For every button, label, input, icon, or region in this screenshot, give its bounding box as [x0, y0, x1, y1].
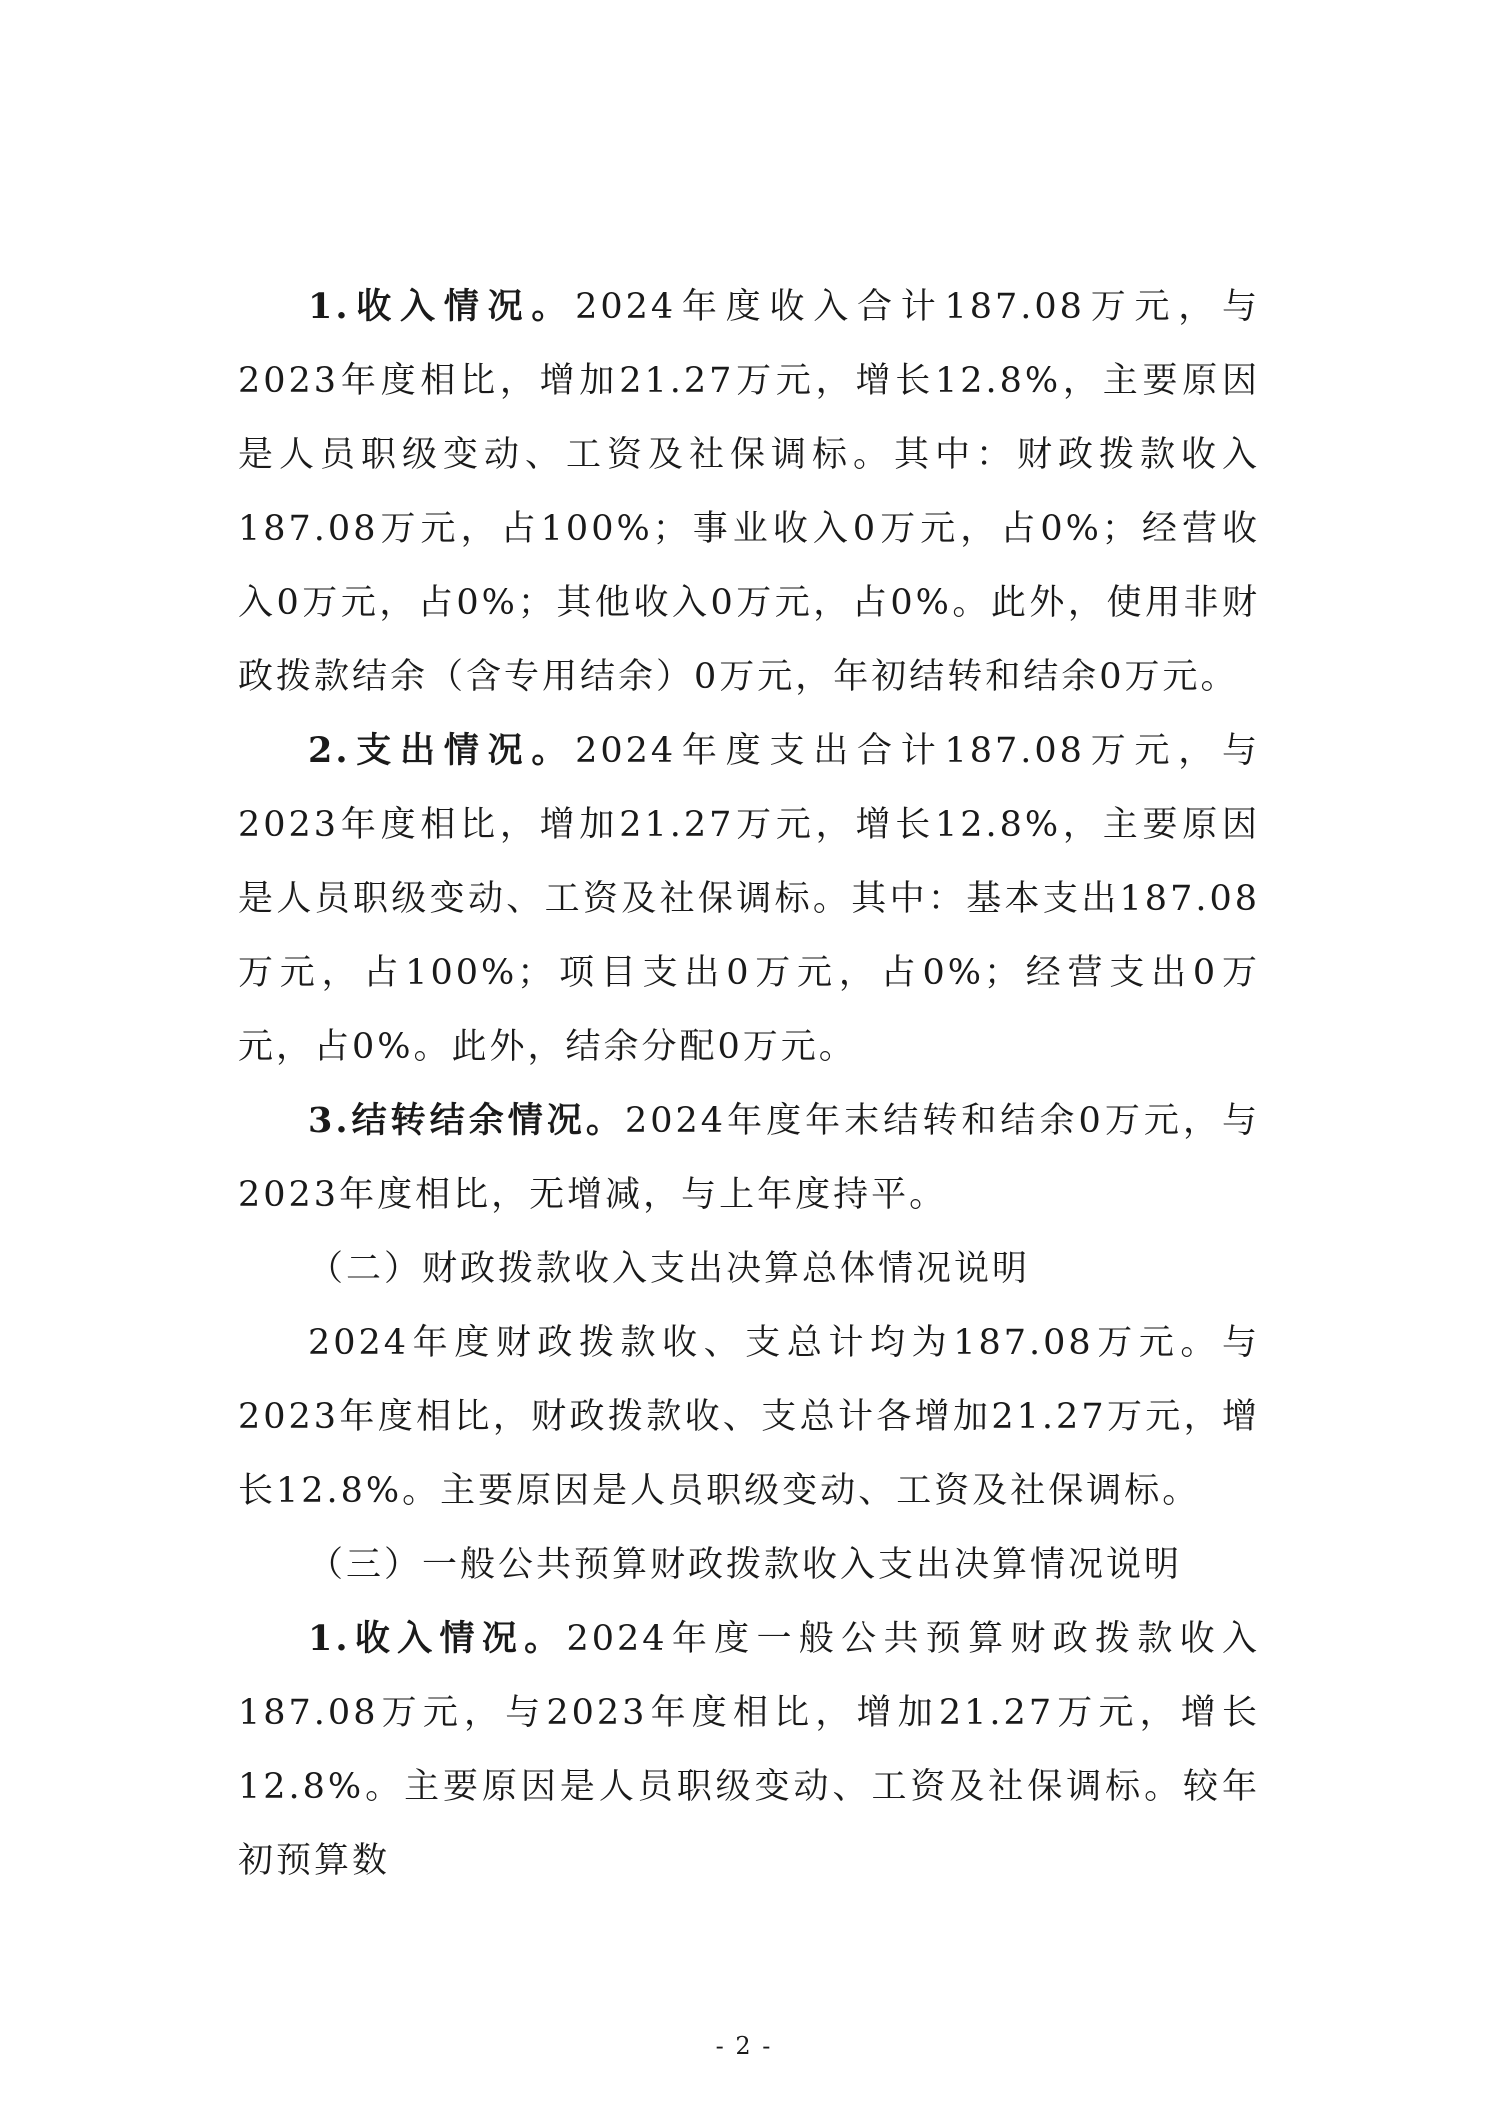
paragraph-text: 2024年度支出合计187.08万元，与2023年度相比，增加21.27万元，增长12.8%，主要原因是人员职级变动、工资及社保调标。其中：基本支出187.08万元，占100%；项目支出0万元，占0%；经营支出0万元，占0%。此外，结余分配0万元。 [238, 731, 1260, 1067]
paragraph-text: 2024年度收入合计187.08万元，与2023年度相比，增加21.27万元，增长12.8%，主要原因是人员职级变动、工资及社保调标。其中：财政拨款收入187.08万元，占100%；事业收入0万元，占0%；经营收入0万元，占0%；其他收入0万元，占0%。此外，使用非财政拨款结余（含专用结余）0万元，年初结转和结余0万元。 [238, 287, 1260, 697]
paragraph-general-budget-income [238, 1602, 1260, 1898]
paragraph-lead: 2.支出情况。 [308, 730, 576, 771]
paragraph-lead: 1.收入情况。 [308, 286, 576, 327]
paragraph-income [238, 270, 1260, 714]
paragraph-expenditure [238, 714, 1260, 1084]
section-heading-3: （三）一般公共预算财政拨款收入支出决算情况说明 [308, 1545, 1183, 1585]
paragraph-lead: 3.结转结余情况。 [308, 1100, 625, 1141]
page-number: - 2 - [715, 2032, 773, 2060]
section-heading-2: （二）财政拨款收入支出决算总体情况说明 [308, 1249, 1031, 1289]
paragraph-fiscal-total: 2024年度财政拨款收、支总计均为187.08万元。与2023年度相比，财政拨款收、支总计各增加21.27万元，增长12.8%。主要原因是人员职级变动、工资及社保调标。 [238, 1323, 1260, 1511]
document-body [238, 270, 1260, 1898]
paragraph-text: 2024年度一般公共预算财政拨款收入187.08万元，与2023年度相比，增加21.27万元，增长12.8%。主要原因是人员职级变动、工资及社保调标。较年初预算数 [238, 1619, 1260, 1881]
paragraph-text: 2024年度年末结转和结余0万元，与2023年度相比，无增减，与上年度持平。 [238, 1101, 1261, 1215]
paragraph-lead: 1.收入情况。 [308, 1618, 567, 1659]
paragraph-balance [238, 1084, 1260, 1232]
